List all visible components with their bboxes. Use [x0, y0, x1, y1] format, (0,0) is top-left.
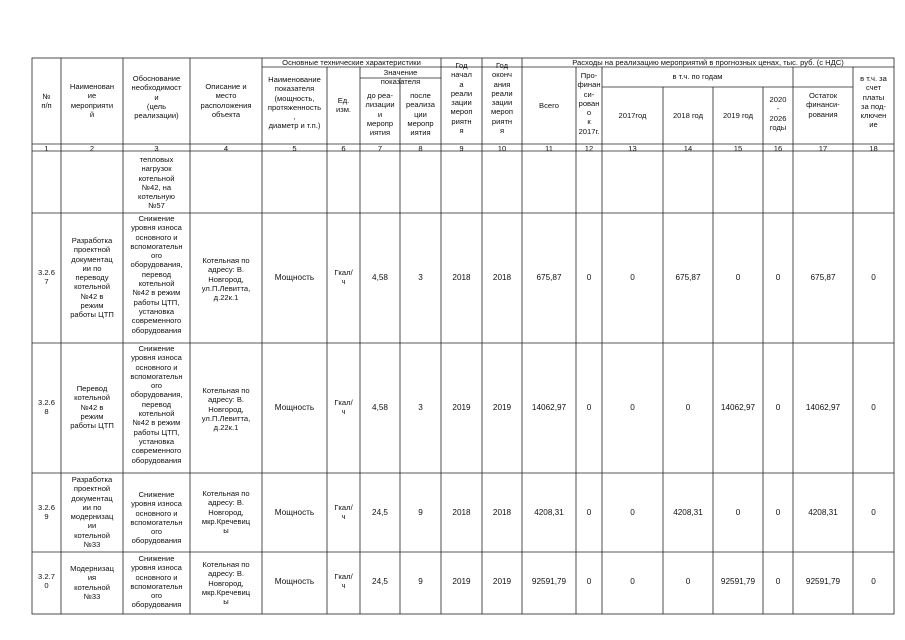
row-start-year: 2019	[452, 403, 471, 412]
header-basis: Обоснование необходимост и (цель реализации)	[131, 74, 182, 121]
row-connection-fee: 0	[871, 577, 876, 586]
header-after: после реализа ции меропр иятия	[405, 91, 436, 138]
col-number: 2	[89, 144, 95, 153]
col-number: 11	[545, 144, 553, 153]
row-start-year: 2018	[452, 508, 471, 517]
row-basis: Снижение уровня износа основного и вспомогательн ого оборудования	[130, 490, 183, 546]
col-number: 9	[459, 144, 464, 153]
row-remainder: 92591,79	[805, 577, 841, 586]
row-basis: Снижение уровня износа основного и вспомогательн ого оборудования, перевод котельной №42 в режим работы ЦТП, установка современного оборудования	[130, 214, 183, 335]
row-2017: 0	[630, 403, 635, 412]
row-2020-2026: 0	[775, 403, 781, 412]
row-prefinanced: 0	[586, 273, 592, 282]
row-unit: Гкал/ ч	[334, 268, 353, 287]
header-start-year: Год начал а реали зации мероп риятн я	[450, 61, 473, 136]
row-start-year: 2019	[452, 577, 471, 586]
row-location: Котельная по адресу: В. Новгород, мкр.Кречевиц ы	[201, 560, 251, 607]
row-end-year: 2019	[492, 577, 512, 586]
col-number: 16	[773, 144, 783, 153]
row-2017: 0	[630, 508, 635, 517]
row-start-year: 2018	[452, 273, 471, 282]
row-total: 4208,31	[534, 508, 564, 517]
col-number: 5	[292, 144, 297, 153]
row-indicator: Мощность	[274, 508, 315, 517]
row-basis: Снижение уровня износа основного и вспомогательн ого оборудования, перевод котельной №42 в режим работы ЦТП, установка современного оборудования	[130, 344, 183, 465]
row-total: 92591,79	[531, 577, 567, 586]
header-unit: Ед. изм.	[335, 96, 352, 115]
row-2018: 0	[685, 403, 691, 412]
row-name: Перевод котельной №42 в режим работы ЦТП	[70, 384, 114, 431]
row-2018: 4208,31	[673, 508, 703, 517]
row-number: 3.2.6 7	[38, 268, 55, 287]
row-name: Модернизац ия котельной №33	[70, 564, 114, 601]
row-location: Котельная по адресу: В. Новгород, ул.П.Левитта, д.22к.1	[201, 256, 251, 303]
header-end-year: Год оконч ания реали зации мероп риятн я	[490, 61, 513, 136]
col-number: 6	[341, 144, 346, 153]
row-2018: 675,87	[675, 273, 701, 282]
row-2017: 0	[630, 273, 635, 282]
header-total: Всего	[539, 101, 559, 110]
col-number: 14	[683, 144, 693, 153]
row-2018: 0	[685, 577, 691, 586]
row-prefinanced: 0	[586, 577, 592, 586]
row-2019: 92591,79	[720, 577, 756, 586]
row-after: 9	[418, 508, 423, 517]
row-indicator: Мощность	[274, 577, 315, 586]
col-number: 17	[818, 144, 828, 153]
row-name: Разработка проектной документац ии по переводу котельной №42 в режим работы ЦТП	[70, 236, 114, 320]
header-tech-group: Основные технические характеристики	[282, 58, 421, 67]
header-costs-group: Расходы на реализацию мероприятий в прогнозных ценах, тыс. руб. (с НДС)	[572, 58, 844, 67]
row-unit: Гкал/ ч	[334, 503, 353, 522]
row-prefinanced: 0	[586, 403, 592, 412]
row-connection-fee: 0	[871, 403, 876, 412]
col-number: 1	[44, 144, 49, 153]
row-end-year: 2018	[492, 508, 512, 517]
col-number: 18	[869, 144, 878, 153]
row-connection-fee: 0	[871, 273, 876, 282]
row-end-year: 2019	[492, 403, 512, 412]
row-after: 3	[418, 403, 423, 412]
row-after: 3	[418, 273, 423, 282]
row-total: 14062,97	[531, 403, 567, 412]
header-2019: 2019 год	[722, 111, 754, 120]
row-name: Разработка проектной документац ии по модернизац ии котельной №33	[70, 475, 114, 550]
row-basis: Снижение уровня износа основного и вспомогательн ого оборудования	[130, 554, 183, 610]
row-2019: 14062,97	[720, 403, 756, 412]
row-2020-2026: 0	[775, 508, 781, 517]
row-total: 675,87	[536, 273, 562, 282]
row-connection-fee: 0	[871, 508, 876, 517]
row-before: 24,5	[372, 577, 388, 586]
col-number: 8	[418, 144, 423, 153]
row-before: 4,58	[372, 273, 388, 282]
header-remainder: Остаток финанси- рования	[806, 91, 840, 119]
row-prefinanced: 0	[586, 508, 592, 517]
header-indicator: Наименование показателя (мощность, протяженность , диаметр и т.п.)	[267, 75, 322, 131]
continuation-text: тепловых нагрузок котельной №42, на котельную №57	[138, 155, 175, 211]
col-number: 13	[628, 144, 637, 153]
header-2017: 2017год	[618, 111, 647, 120]
row-indicator: Мощность	[274, 403, 315, 412]
header-no: № п/п	[41, 92, 52, 111]
col-number: 7	[377, 144, 383, 153]
row-2019: 0	[735, 273, 741, 282]
header-value-group: Значение показателя	[380, 68, 421, 87]
col-number: 15	[733, 144, 743, 153]
row-after: 9	[418, 577, 423, 586]
row-2020-2026: 0	[775, 273, 781, 282]
row-location: Котельная по адресу: В. Новгород, мкр.Кречевиц ы	[201, 489, 251, 536]
col-number: 3	[154, 144, 159, 153]
row-2019: 0	[735, 508, 741, 517]
header-before: до реа- лизации и меропр иятия	[365, 91, 395, 138]
row-number: 3.2.6 9	[38, 503, 55, 522]
row-2020-2026: 0	[775, 577, 781, 586]
row-end-year: 2018	[492, 273, 512, 282]
header-connection-fee: в т.ч. за счет платы за под- ключен ие	[860, 74, 887, 130]
col-number: 4	[223, 144, 229, 153]
row-remainder: 14062,97	[805, 403, 841, 412]
header-by-year: в т.ч. по годам	[672, 72, 723, 81]
row-before: 4,58	[372, 403, 388, 412]
header-location: Описание и место расположения объекта	[200, 82, 252, 119]
row-remainder: 675,87	[810, 273, 836, 282]
row-remainder: 4208,31	[808, 508, 838, 517]
row-before: 24,5	[372, 508, 388, 517]
header-prefinanced: Про- финан си- рован о к 2017г.	[577, 71, 601, 136]
header-2020-2026: 2020 - 2026 годы	[769, 95, 787, 132]
header-name: Наименован ие мероприяти й	[69, 82, 115, 119]
row-number: 3.2.7 0	[38, 572, 55, 591]
row-number: 3.2.6 8	[38, 398, 55, 417]
row-unit: Гкал/ ч	[334, 398, 353, 417]
row-indicator: Мощность	[274, 273, 315, 282]
header-2018: 2018 год	[672, 111, 704, 120]
col-number: 10	[497, 144, 507, 153]
row-unit: Гкал/ ч	[334, 572, 353, 591]
row-2017: 0	[630, 577, 635, 586]
col-number: 12	[584, 144, 594, 153]
row-location: Котельная по адресу: В. Новгород, ул.П.Левитта, д.22к.1	[201, 386, 251, 433]
